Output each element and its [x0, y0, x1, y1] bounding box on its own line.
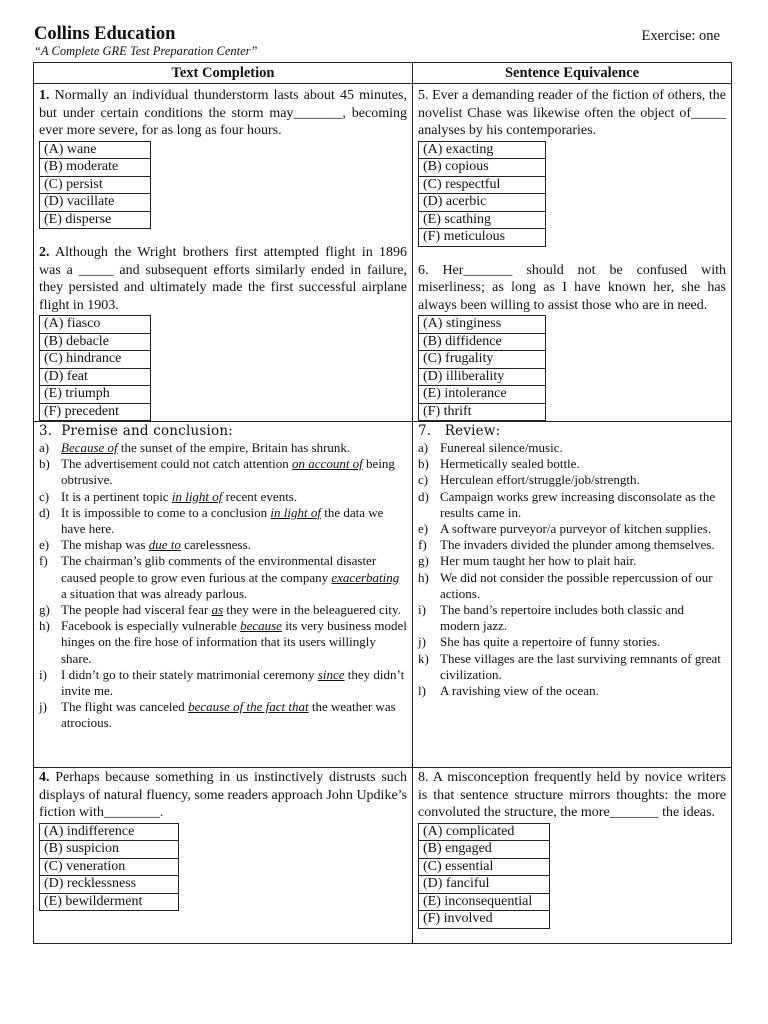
option[interactable]: (A) fiasco — [40, 316, 151, 334]
item-text: The chairman’s glib comments of the environmental disaster caused people to grow even furious at the company — [61, 553, 377, 585]
option[interactable]: (C) persist — [40, 176, 151, 194]
question-1 — [39, 87, 407, 140]
item-text: The invaders divided the plunder among themselves. — [440, 537, 715, 553]
question-6: 6. Her_______ should not be confused with miserliness; as long as I have known her, she has always been willing to assist those who are in need. — [418, 262, 726, 313]
item-text: the weather was atrocious. — [61, 699, 396, 731]
review-item — [418, 651, 726, 683]
item-text: Hermetically sealed bottle. — [440, 456, 580, 472]
item-marker: d) — [39, 504, 50, 520]
worksheet-header — [34, 24, 724, 62]
item-marker: h) — [418, 569, 429, 585]
item-text: they didn’t invite me. — [61, 666, 405, 699]
option[interactable]: (A) complicated — [419, 823, 550, 841]
option[interactable]: (E) intolerance — [419, 386, 546, 404]
item-marker: i) — [39, 666, 47, 682]
option[interactable]: (C) respectful — [419, 176, 546, 194]
item-marker: g) — [39, 602, 50, 618]
section-title-text: Review: — [444, 423, 501, 439]
cell-questions-5-6 — [413, 84, 732, 422]
option[interactable]: (A) indifference — [40, 823, 179, 841]
item-marker: l) — [418, 683, 426, 699]
option[interactable]: (B) moderate — [40, 159, 151, 177]
question-4 — [39, 769, 407, 822]
options-q4 — [39, 823, 179, 912]
item-text: I didn’t go to their stately matrimonial ceremony — [61, 666, 318, 682]
premise-item — [39, 489, 407, 505]
item-text: Herculean effort/struggle/job/strength. — [440, 472, 640, 488]
item-text: A ravishing view of the ocean. — [440, 683, 599, 699]
item-text: a situation that was already parlous. — [61, 585, 248, 601]
item-text: The band’s repertoire includes both classic and modern jazz. — [440, 602, 685, 634]
option[interactable]: (D) acerbic — [419, 194, 546, 212]
premise-item — [39, 553, 407, 602]
item-text: The advertisement could not catch attention — [61, 456, 293, 472]
cell-question-8 — [413, 768, 732, 944]
item-text: She has quite a repertoire of funny stories. — [440, 634, 661, 650]
item-text: Her mum taught her how to plait hair. — [440, 553, 637, 569]
item-marker: e) — [39, 537, 50, 553]
item-text: the sunset of the empire, Britain has shrunk. — [117, 440, 351, 455]
premise-list — [39, 440, 407, 732]
item-text: It is a pertinent topic — [61, 488, 172, 504]
item-text: These villages are the last surviving remnants of great civilization. — [440, 650, 721, 682]
connector-phrase: because — [240, 618, 282, 634]
cell-review — [413, 422, 732, 768]
org-name: Collins Education — [34, 24, 176, 44]
item-marker: d) — [418, 488, 429, 504]
org-tagline: “A Complete GRE Test Preparation Center” — [34, 44, 258, 58]
item-text: The flight was canceled — [61, 699, 189, 715]
item-text: Campaign works grew increasing disconsolate as the results came in. — [440, 488, 716, 520]
cell-questions-1-2 — [34, 84, 413, 422]
review-item — [418, 489, 726, 521]
option[interactable]: (C) essential — [419, 858, 550, 876]
item-marker: a) — [39, 440, 50, 455]
options-q6 — [418, 315, 546, 421]
connector-phrase: exacerbating — [331, 569, 400, 585]
option[interactable]: (A) wane — [40, 141, 151, 159]
question-text: Although the Wright brothers first attempted flight in 1896 was a _____ and subsequent efforts similarly ended in failure, they persisted and ultimately made the first successful airplane flight in 1903. — [39, 245, 407, 313]
item-text: It is impossible to come to a conclusion — [61, 504, 271, 520]
item-marker: j) — [418, 634, 426, 650]
question-2 — [39, 244, 407, 314]
item-marker: j) — [39, 699, 47, 715]
option[interactable]: (B) engaged — [419, 841, 550, 859]
review-item — [418, 683, 726, 699]
option[interactable]: (C) frugality — [419, 351, 546, 369]
option[interactable]: (B) diffidence — [419, 333, 546, 351]
item-marker: c) — [39, 488, 50, 504]
connector-phrase: as — [211, 602, 224, 618]
review-item — [418, 553, 726, 569]
premise-item — [39, 440, 407, 456]
question-8: 8. A misconception frequently held by novice writers is that sentence structure mirrors thoughts: the more convoluted the structure, the more_______ the ideas. — [418, 770, 726, 820]
options-q2 — [39, 315, 151, 421]
review-item — [418, 537, 726, 553]
options-q1 — [39, 141, 151, 230]
question-text: Perhaps because something in us instinctively distrusts such displays of natural fluency, some readers approach John Updike’s fiction with________. — [39, 770, 407, 820]
option[interactable]: (E) bewilderment — [40, 893, 179, 911]
option[interactable]: (E) scathing — [419, 211, 546, 229]
question-number: 3. — [39, 423, 53, 439]
option[interactable]: (F) precedent — [40, 403, 151, 421]
column-header-sentence-equivalence: Sentence Equivalence — [413, 63, 732, 84]
section-title-text: Premise and conclusion: — [61, 423, 233, 439]
option[interactable]: (F) meticulous — [419, 229, 546, 247]
item-text: recent events. — [222, 488, 298, 504]
connector-phrase: because of the fact that — [188, 699, 309, 715]
question-number: 2. — [39, 245, 50, 260]
item-marker: b) — [39, 456, 50, 472]
review-list — [418, 440, 726, 699]
item-text: We did not consider the possible repercussion of our actions. — [440, 569, 713, 601]
question-5: 5. Ever a demanding reader of the fiction of others, the novelist Chase was likewise often the object of_____ analyses by his contemporaries. — [418, 88, 726, 138]
exercise-label: Exercise: one — [641, 28, 720, 44]
item-marker: e) — [418, 521, 429, 537]
options-q5 — [418, 141, 546, 247]
premise-item — [39, 537, 407, 553]
premise-item — [39, 618, 407, 667]
item-text: the data we have here. — [61, 504, 384, 537]
option[interactable]: (E) triumph — [40, 386, 151, 404]
item-text: Facebook is especially vulnerable — [61, 618, 241, 634]
premise-item — [39, 456, 407, 488]
option[interactable]: (D) recklessness — [40, 876, 179, 894]
item-marker: f) — [39, 553, 48, 569]
option[interactable]: (D) fanciful — [419, 876, 550, 894]
item-text: they were in the beleaguered city. — [223, 602, 401, 618]
connector-phrase: in light of — [270, 504, 321, 520]
item-text: carelessness. — [180, 537, 251, 553]
item-text: Funereal silence/music. — [440, 440, 563, 455]
item-text: The mishap was — [61, 537, 149, 553]
review-item — [418, 634, 726, 650]
item-text: being obtrusive. — [61, 456, 395, 488]
review-item — [418, 472, 726, 488]
item-marker: c) — [418, 472, 429, 488]
connector-phrase: on account of — [292, 456, 363, 472]
option[interactable]: (E) disperse — [40, 211, 151, 229]
question-number: 7. — [418, 423, 432, 439]
review-item — [418, 440, 726, 456]
option[interactable]: (B) debacle — [40, 333, 151, 351]
question-text: Normally an individual thunderstorm lasts about 45 minutes, but under certain conditions the storm may_______, becoming ever more severe, for as long as four hours. — [39, 88, 407, 138]
premise-item — [39, 602, 407, 618]
option[interactable]: (C) hindrance — [40, 351, 151, 369]
review-item — [418, 602, 726, 634]
exercise-table — [33, 62, 732, 944]
option[interactable]: (F) thrift — [419, 403, 546, 421]
item-marker: f) — [418, 537, 427, 553]
options-q8 — [418, 823, 550, 929]
review-item — [418, 521, 726, 537]
review-item — [418, 570, 726, 602]
premise-item — [39, 699, 407, 731]
option[interactable]: (B) suspicion — [40, 841, 179, 859]
review-item — [418, 456, 726, 472]
connector-phrase: due to — [148, 537, 181, 553]
option[interactable]: (E) inconsequential — [419, 893, 550, 911]
connector-phrase: since — [317, 666, 345, 682]
question-number: 4. — [39, 770, 50, 785]
question-number: 1. — [39, 88, 50, 103]
option[interactable]: (A) stinginess — [419, 316, 546, 334]
connector-phrase: Because of — [61, 440, 118, 455]
premise-item — [39, 505, 407, 537]
option[interactable]: (B) copious — [419, 159, 546, 177]
option[interactable]: (A) exacting — [419, 141, 546, 159]
option[interactable]: (D) illiberality — [419, 368, 546, 386]
item-marker: b) — [418, 456, 429, 472]
section-title-premise — [39, 422, 407, 440]
item-text: A software purveyor/a purveyor of kitchen supplies. — [440, 521, 712, 537]
item-text: The people had visceral fear — [61, 602, 212, 618]
cell-premise-conclusion — [34, 422, 413, 768]
item-marker: k) — [418, 650, 429, 666]
column-header-text-completion: Text Completion — [34, 63, 413, 84]
section-title-review — [418, 422, 726, 440]
option[interactable]: (F) involved — [419, 911, 550, 929]
item-marker: h) — [39, 618, 50, 634]
item-text: its very business model hinges on the fire hose of information that its users willingly share. — [61, 618, 407, 666]
cell-question-4 — [34, 768, 413, 944]
option[interactable]: (C) veneration — [40, 858, 179, 876]
option[interactable]: (D) feat — [40, 368, 151, 386]
item-marker: a) — [418, 440, 429, 455]
option[interactable]: (D) vacillate — [40, 194, 151, 212]
premise-item — [39, 667, 407, 699]
item-marker: i) — [418, 602, 426, 618]
item-marker: g) — [418, 553, 429, 569]
connector-phrase: in light of — [171, 488, 223, 504]
